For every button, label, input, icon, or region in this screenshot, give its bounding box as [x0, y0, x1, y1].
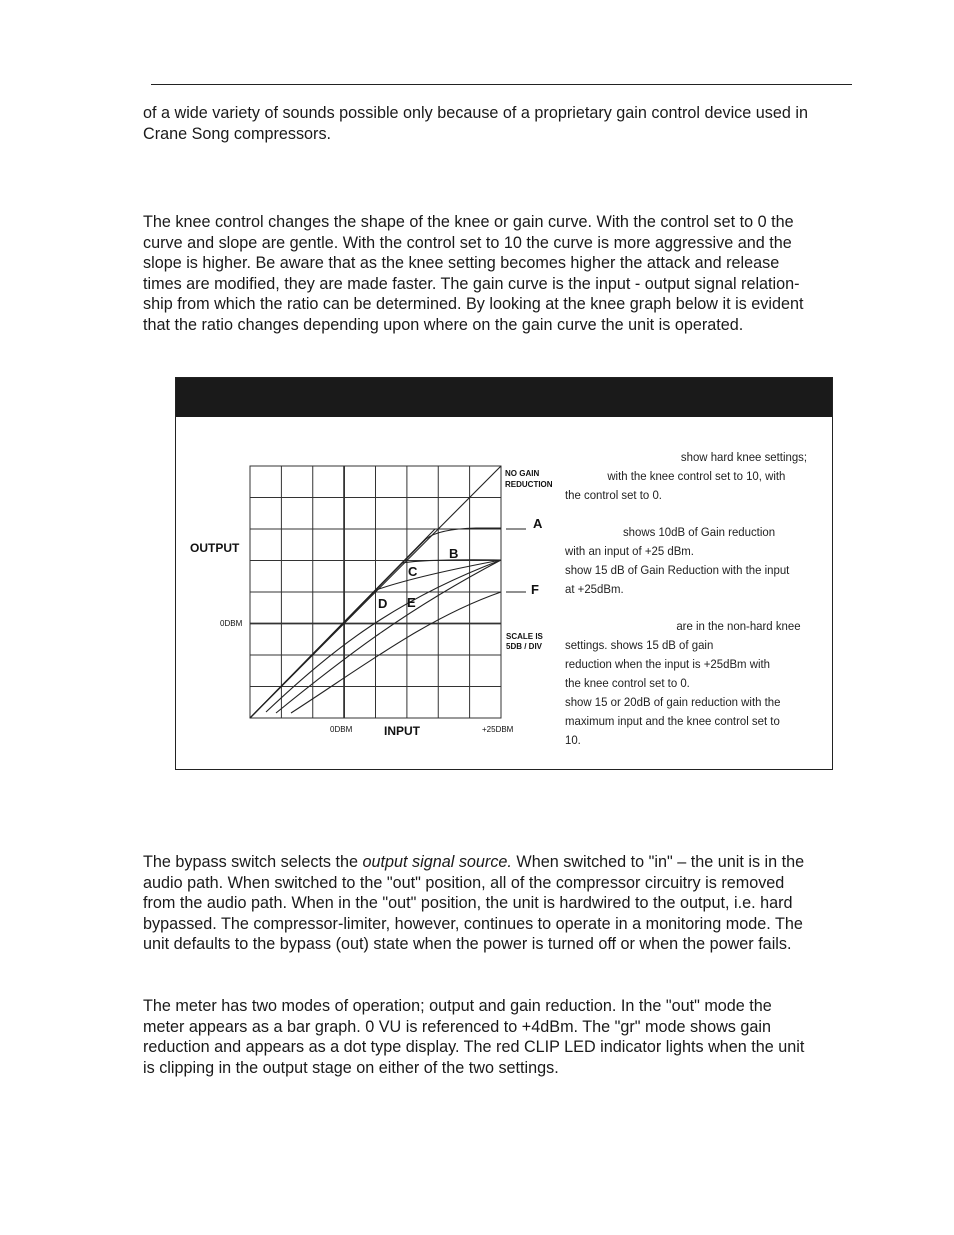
curve-b-label: B: [449, 546, 459, 561]
bypass-rest-text: When switched to "in" – the unit is in the: [511, 853, 805, 871]
knee-paragraph: [143, 212, 843, 335]
caption-line: at +25dBm.: [565, 582, 624, 596]
caption-non-hard-knee: [565, 617, 806, 750]
caption-line: shows 10dB of Gain reduction: [622, 525, 776, 539]
text-line: unit defaults to the bypass (out) state when the power is turned off or when the power fails.: [143, 935, 792, 953]
text-line: that the ratio changes depending upon where on the gain curve the unit is operated.: [143, 315, 744, 334]
text-line: curve and slope are gentle. With the control set to 10 the curve is more aggressive and the: [143, 233, 792, 252]
curve-d-label: D: [378, 596, 388, 611]
curve-a-label: A: [533, 516, 543, 531]
text-line: is clipping in the output stage on either of the two settings.: [143, 1058, 559, 1077]
text-line: bypassed. The compressor-limiter, however, continues to operate in a monitoring mode. The: [143, 914, 803, 933]
caption-line: reduction when the input is +25dBm with: [565, 657, 771, 671]
knee-graph-figure: [175, 377, 833, 770]
curve-c-label: C: [408, 564, 418, 579]
bypass-emphasis-text: output signal source.: [362, 853, 512, 871]
caption-line: the control set to 0.: [565, 488, 662, 502]
caption-line: show 15 or 20dB of gain reduction with the: [565, 695, 781, 709]
caption-line: with an input of +25 dBm.: [565, 544, 694, 558]
zero-dbm-input-label: 0DBM: [330, 725, 353, 734]
caption-line: maximum input and the knee control set to: [565, 714, 780, 728]
text-line: audio path. When switched to the "out" position, all of the compressor circuitry is removed: [143, 873, 785, 892]
intro-paragraph: [143, 103, 843, 144]
text-line: The meter has two modes of operation; output and gain reduction. In the "out" mode the: [143, 997, 772, 1015]
text-line: Crane Song compressors.: [143, 124, 332, 143]
plus25-dbm-label: +25DBM: [482, 725, 514, 734]
input-axis-label: INPUT: [384, 724, 420, 738]
no-gain-reduction-label: NO GAIN: [505, 469, 540, 478]
caption-gain-reduction: [565, 523, 806, 599]
caption-line: settings. shows 15 dB of gain: [565, 638, 714, 652]
curve-e-label: E: [407, 595, 416, 610]
output-axis-label: OUTPUT: [190, 541, 240, 555]
meter-paragraph: [143, 996, 843, 1078]
bypass-lead-text: The bypass switch selects the: [143, 853, 363, 871]
text-line: times are modified, they are made faster. The gain curve is the input - output signal relation-: [143, 274, 800, 293]
scale-label: SCALE IS: [506, 632, 543, 641]
header-rule: [151, 84, 852, 85]
curve-f-label: F: [531, 582, 539, 597]
graph-labels: [190, 469, 553, 738]
text-line: of a wide variety of sounds possible only because of a proprietary gain control device used in: [143, 104, 808, 122]
text-line: reduction and appears as a dot type display. The red CLIP LED indicator lights when the unit: [143, 1038, 805, 1056]
caption-line: show hard knee settings;: [680, 450, 808, 464]
caption-line: the knee control set to 0.: [565, 676, 690, 690]
text-line: meter appears as a bar graph. 0 VU is referenced to +4dBm. The "gr" mode shows gain: [143, 1017, 772, 1036]
zero-dbm-output-label: 0DBM: [220, 619, 243, 628]
text-line: [143, 852, 843, 873]
text-line: The knee control changes the shape of the knee or gain curve. With the control set to 0 the: [143, 213, 794, 231]
text-line: ship from which the ratio can be determined. By looking at the knee graph below it is evident: [143, 295, 804, 313]
curve-e: [276, 560, 501, 713]
caption-line: 10.: [565, 733, 581, 747]
caption-line: show 15 dB of Gain Reduction with the input: [565, 563, 790, 577]
scale-label: 5DB / DIV: [506, 642, 543, 651]
caption-hard-knee: [565, 448, 806, 505]
text-line: slope is higher. Be aware that as the knee setting becomes higher the attack and release: [143, 254, 780, 272]
caption-line: with the knee control set to 10, with: [607, 469, 786, 483]
no-gain-reduction-label: REDUCTION: [505, 480, 553, 489]
text-line: from the audio path. When in the "out" position, the unit is hardwired to the output, i.e. hard: [143, 894, 793, 912]
bypass-paragraph: [143, 852, 843, 955]
caption-line: are in the non-hard knee: [676, 619, 801, 633]
